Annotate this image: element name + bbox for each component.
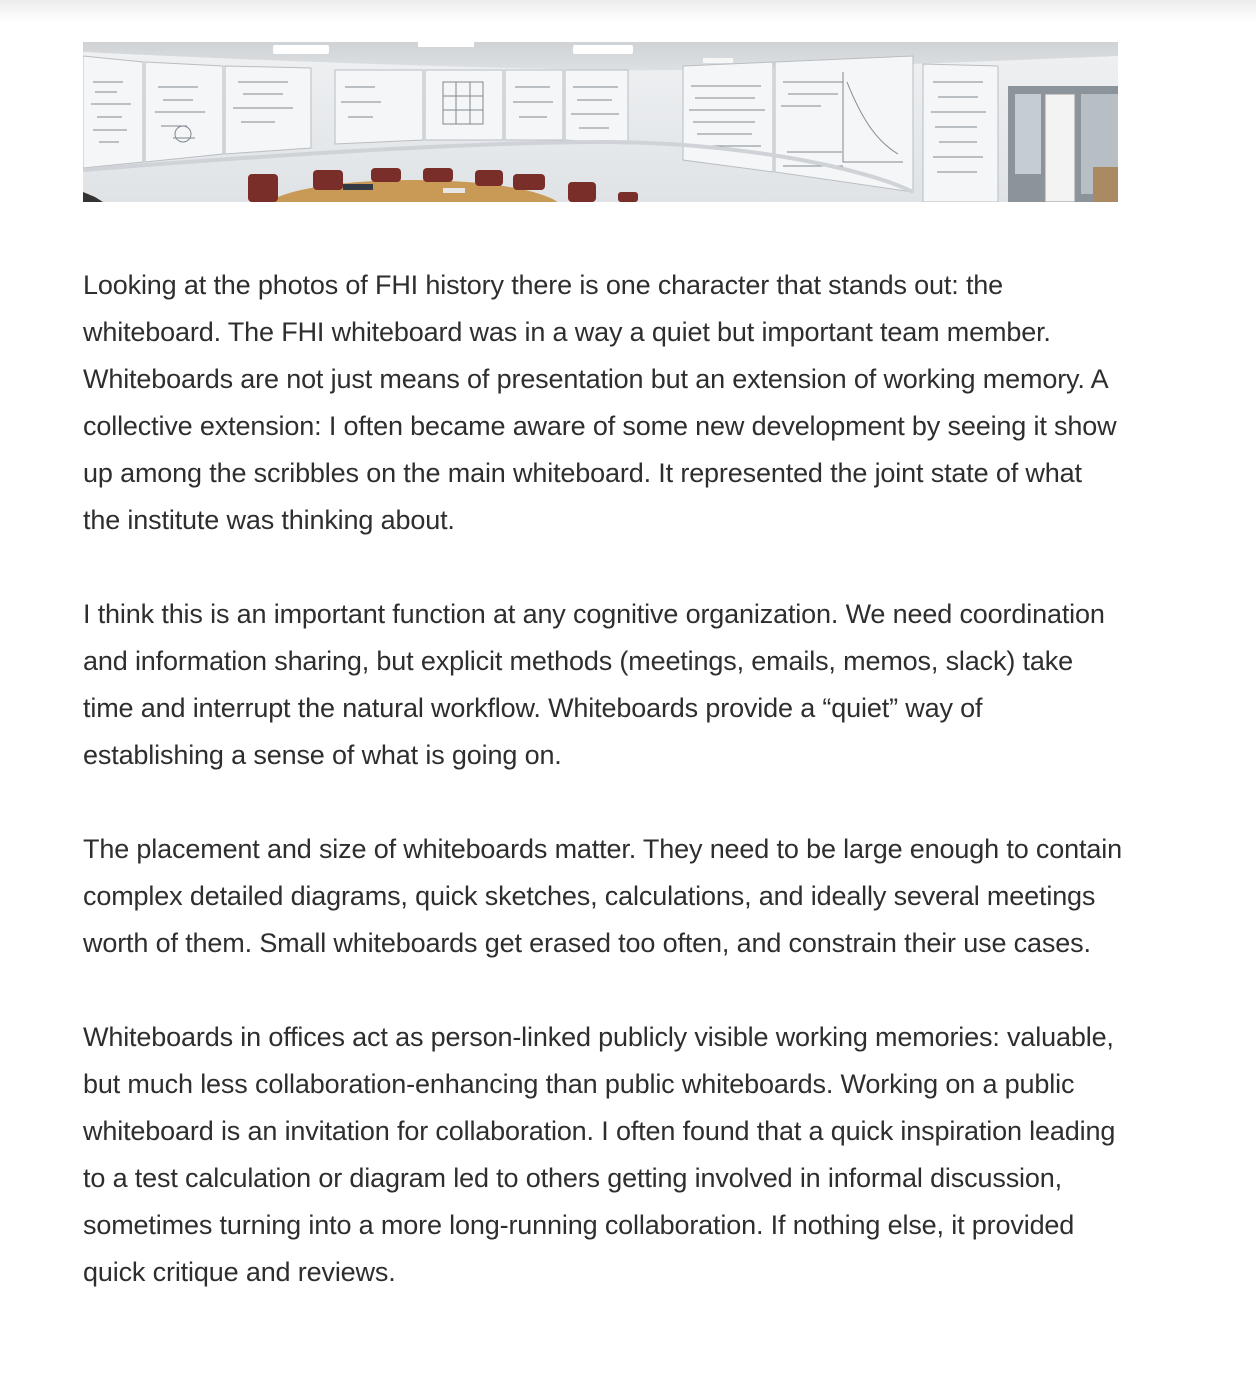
paragraph-1: Looking at the photos of FHI history there is one character that stands out: the whiteboard. The FHI whiteboard was in a way a quiet but important team member. Whiteboards are not just means of presentation but an extension of working memory. A collective extension: I often became aware of some new development by seeing it show up among the scribbles on the main whiteboard. It represented the joint state of what the institute was thinking about. <box>83 270 1117 535</box>
paragraph-3: The placement and size of whiteboards matter. They need to be large enough to contain complex detailed diagrams, quick sketches, calculations, and ideally several meetings worth of them. Small whiteboards get erased too often, and constrain their use cases. <box>83 834 1122 958</box>
paragraph-2: I think this is an important function at any cognitive organization. We need coordination and information sharing, but explicit methods (meetings, emails, memos, slack) take time and interrupt the natural workflow. Whiteboards provide a “quiet” way of establishing a sense of what is going on. <box>83 599 1105 770</box>
article-body <box>83 262 1123 1343</box>
whiteboard-room-photo <box>83 42 1118 202</box>
paragraph-4: Whiteboards in offices act as person-linked publicly visible working memories: valuable, but much less collaboration-enhancing than public whiteboards. Working on a public whiteboard is an invitation for collaboration. I often found that a quick inspiration leading to a test calculation or diagram led to others getting involved in informal discussion, sometimes turning into a more long-running collaboration. If nothing else, it provided quick critique and reviews. <box>83 1022 1116 1287</box>
top-shade <box>0 0 1256 22</box>
